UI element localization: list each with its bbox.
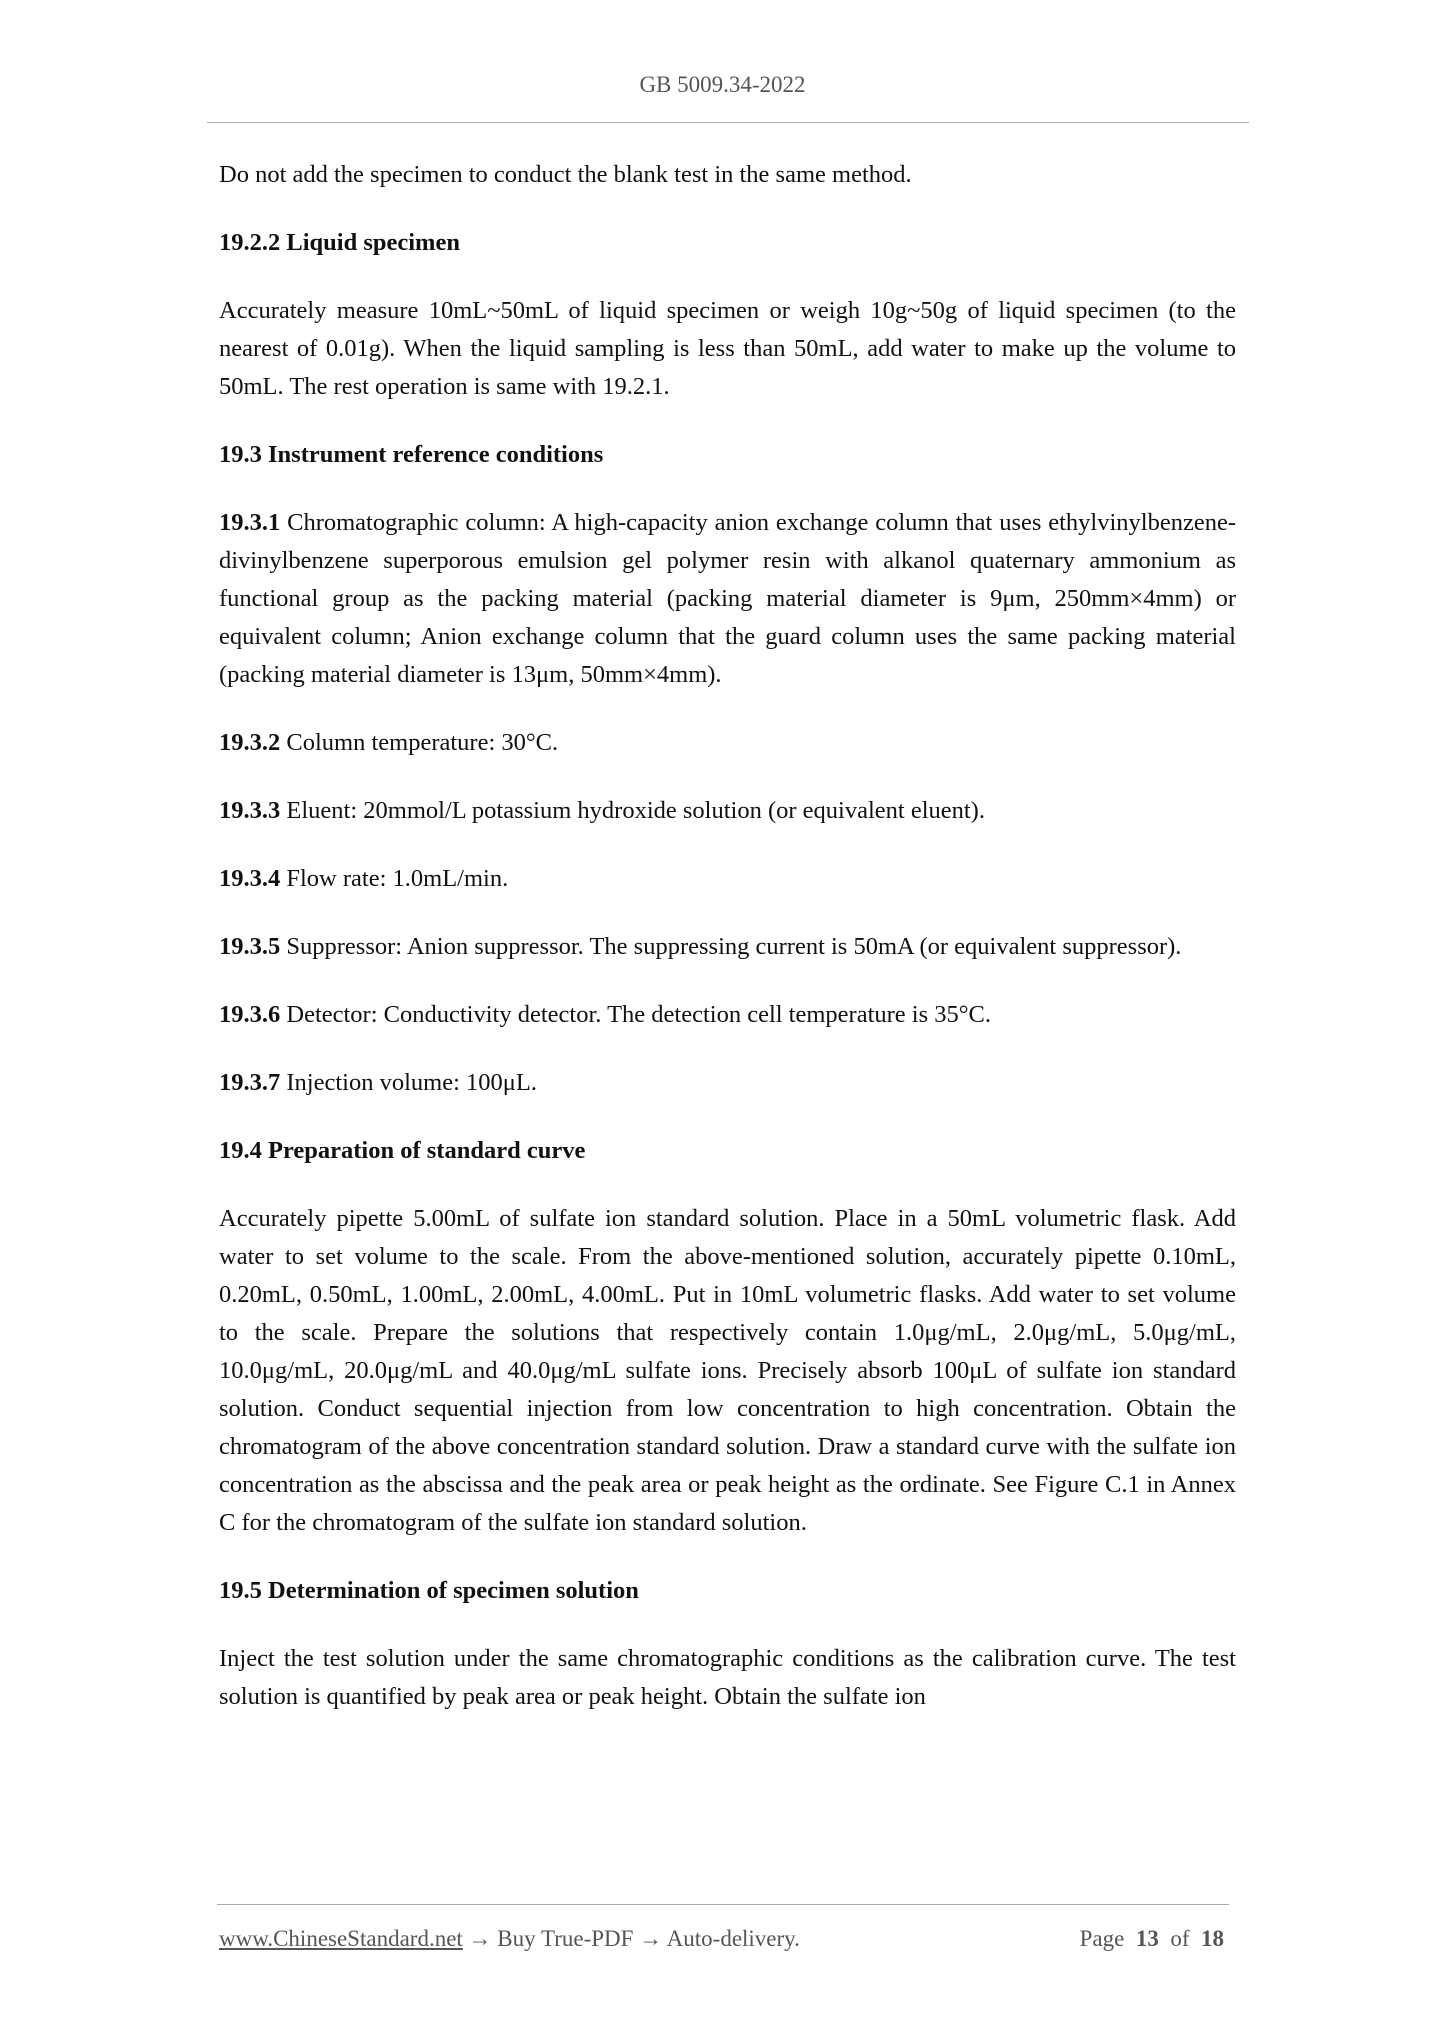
document-header: GB 5009.34-2022: [639, 72, 806, 97]
footer-promo-text: → Buy True-PDF → Auto-delivery.: [462, 1926, 800, 1951]
section-heading: 19.2.2 Liquid specimen: [219, 229, 460, 256]
numbered-clause: [219, 860, 1236, 898]
numbered-clause: [219, 996, 1236, 1034]
clause-text: Suppressor: Anion suppressor. The suppressing current is 50mA (or equivalent suppressor).: [280, 933, 1182, 960]
body-paragraph: Accurately pipette 5.00mL of sulfate ion standard solution. Place in a 50mL volumetric flask. Add water to set volume to the scale. From the above-mentioned solution, accurately pipette 0.10mL, 0.20mL, 0.50mL, 1.00mL, 2.00mL, 4.00mL. Put in 10mL volumetric flasks. Add water to set volume to the scale. Prepare the solutions that respectively contain 1.0μg/mL, 2.0μg/mL, 5.0μg/mL, 10.0μg/mL, 20.0μg/mL and 40.0μg/mL sulfate ions. Precisely absorb 100μL of sulfate ion standard solution. Conduct sequential injection from low concentration to high concentration. Obtain the chromatogram of the above concentration standard solution. Draw a standard curve with the sulfate ion concentration as the abscissa and the peak area or peak height as the ordinate. See Figure C.1 in Annex C for the chromatogram of the sulfate ion standard solution.: [219, 1205, 1236, 1536]
numbered-clause: [219, 504, 1236, 694]
clause-text: Column temperature: 30°C.: [280, 729, 559, 756]
clause-number: 19.3.3: [219, 797, 281, 824]
numbered-clause: [219, 1064, 1236, 1102]
clause-number: 19.3.5: [219, 933, 281, 960]
header-divider: [207, 122, 1249, 123]
body-paragraph: Do not add the specimen to conduct the blank test in the same method.: [219, 161, 912, 188]
clause-number: 19.3.2: [219, 729, 281, 756]
clause-number: 19.3.6: [219, 1001, 281, 1028]
body-paragraph: Accurately measure 10mL~50mL of liquid specimen or weigh 10g~50g of liquid specimen (to the nearest of 0.01g). When the liquid sampling is less than 50mL, add water to make up the volume to 50mL. The rest operation is same with 19.2.1.: [219, 297, 1236, 400]
clause-text: Injection volume: 100μL.: [280, 1069, 537, 1096]
clause-number: 19.3.4: [219, 865, 281, 892]
clause-text: Detector: Conductivity detector. The detection cell temperature is 35°C.: [280, 1001, 992, 1028]
clause-text: Eluent: 20mmol/L potassium hydroxide solution (or equivalent eluent).: [280, 797, 985, 824]
clause-number: 19.3.7: [219, 1069, 281, 1096]
section-heading: 19.3 Instrument reference conditions: [219, 441, 604, 468]
numbered-clause: [219, 792, 1236, 830]
section-heading: 19.4 Preparation of standard curve: [219, 1137, 586, 1164]
page-number: Page 13 of 18: [1079, 1926, 1224, 1951]
numbered-clause: [219, 928, 1236, 966]
page-footer: [219, 1926, 1224, 1952]
website-link[interactable]: www.ChineseStandard.net: [219, 1926, 463, 1951]
clause-number: 19.3.1: [219, 509, 281, 536]
clause-text: Chromatographic column: A high-capacity anion exchange column that uses ethylvinylbenzene-divinylbenzene superporous emulsion gel polymer resin with alkanol quaternary ammonium as functional group as the packing material (packing material diameter is 9μm, 250mm×4mm) or equivalent column; Anion exchange column that the guard column uses the same packing material (packing material diameter is 13μm, 50mm×4mm).: [219, 509, 1236, 688]
footer-divider: [217, 1904, 1229, 1905]
section-heading: 19.5 Determination of specimen solution: [219, 1577, 639, 1604]
numbered-clause: [219, 724, 1236, 762]
document-body: [219, 156, 1236, 1746]
body-paragraph: Inject the test solution under the same chromatographic conditions as the calibration curve. The test solution is quantified by peak area or peak height. Obtain the sulfate ion: [219, 1645, 1236, 1710]
footer-promo: [219, 1926, 800, 1952]
clause-text: Flow rate: 1.0mL/min.: [280, 865, 509, 892]
